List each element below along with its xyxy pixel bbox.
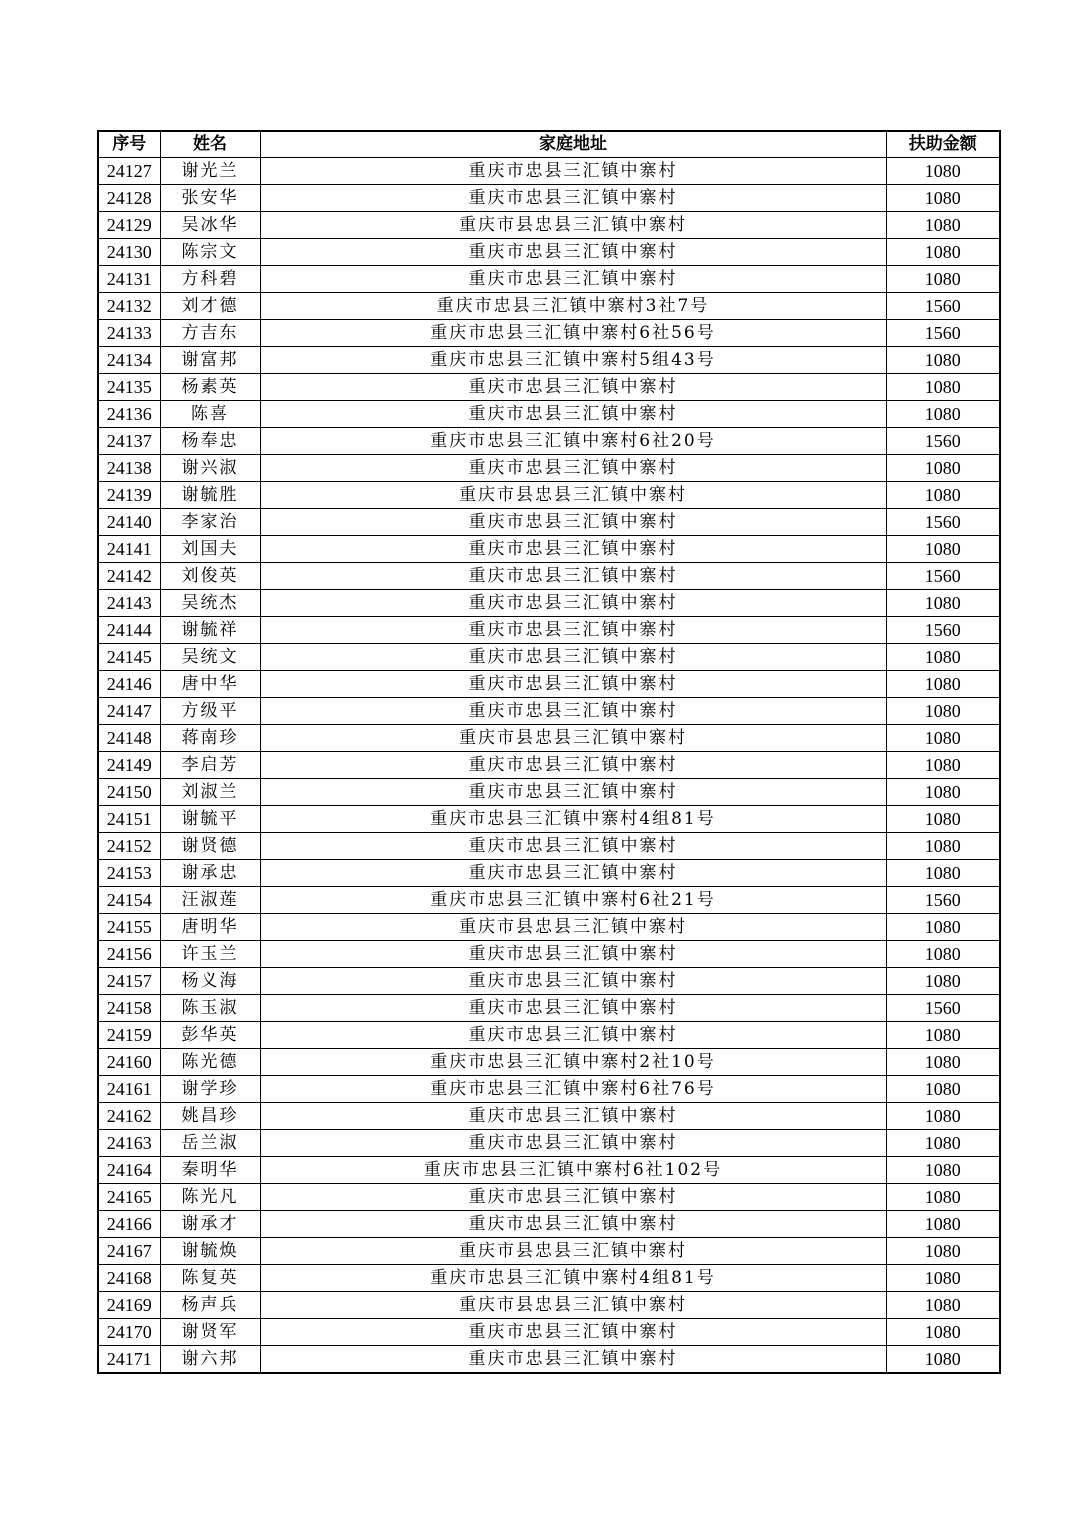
cell-seq: 24143	[98, 590, 160, 617]
assistance-table	[97, 130, 1001, 1374]
cell-amount: 1080	[886, 347, 1000, 374]
table-row	[98, 239, 1000, 266]
cell-amount: 1560	[886, 995, 1000, 1022]
cell-seq: 24137	[98, 428, 160, 455]
table-row	[98, 1211, 1000, 1238]
cell-name: 谢毓胜	[160, 482, 260, 509]
cell-address: 重庆市忠县三汇镇中寨村	[260, 860, 886, 887]
table-row	[98, 590, 1000, 617]
cell-seq: 24152	[98, 833, 160, 860]
cell-amount: 1080	[886, 752, 1000, 779]
cell-name: 谢光兰	[160, 158, 260, 185]
table-row	[98, 293, 1000, 320]
cell-seq: 24151	[98, 806, 160, 833]
cell-amount: 1080	[886, 1022, 1000, 1049]
table-row	[98, 212, 1000, 239]
table-row	[98, 1238, 1000, 1265]
cell-amount: 1080	[886, 158, 1000, 185]
table-row	[98, 806, 1000, 833]
cell-address: 重庆市忠县三汇镇中寨村	[260, 671, 886, 698]
cell-amount: 1080	[886, 590, 1000, 617]
table-row	[98, 1103, 1000, 1130]
cell-seq: 24140	[98, 509, 160, 536]
cell-address: 重庆市忠县三汇镇中寨村	[260, 941, 886, 968]
table-row	[98, 1292, 1000, 1319]
cell-amount: 1080	[886, 212, 1000, 239]
cell-seq: 24138	[98, 455, 160, 482]
cell-amount: 1080	[886, 1238, 1000, 1265]
cell-seq: 24161	[98, 1076, 160, 1103]
cell-seq: 24144	[98, 617, 160, 644]
cell-name: 彭华英	[160, 1022, 260, 1049]
cell-address: 重庆市忠县三汇镇中寨村	[260, 644, 886, 671]
cell-amount: 1080	[886, 1292, 1000, 1319]
cell-seq: 24164	[98, 1157, 160, 1184]
cell-name: 方科碧	[160, 266, 260, 293]
cell-seq: 24132	[98, 293, 160, 320]
cell-amount: 1080	[886, 644, 1000, 671]
cell-seq: 24148	[98, 725, 160, 752]
cell-name: 刘国夫	[160, 536, 260, 563]
cell-amount: 1080	[886, 1049, 1000, 1076]
cell-seq: 24153	[98, 860, 160, 887]
cell-seq: 24133	[98, 320, 160, 347]
header-amount: 扶助金额	[886, 131, 1000, 158]
table-row	[98, 1049, 1000, 1076]
cell-address: 重庆市忠县三汇镇中寨村4组81号	[260, 806, 886, 833]
table-row	[98, 320, 1000, 347]
table-row	[98, 347, 1000, 374]
table-row	[98, 617, 1000, 644]
cell-amount: 1080	[886, 401, 1000, 428]
cell-seq: 24156	[98, 941, 160, 968]
table-row	[98, 779, 1000, 806]
cell-amount: 1560	[886, 293, 1000, 320]
cell-amount: 1080	[886, 1184, 1000, 1211]
cell-address: 重庆市忠县三汇镇中寨村4组81号	[260, 1265, 886, 1292]
cell-name: 谢兴淑	[160, 455, 260, 482]
cell-address: 重庆市忠县三汇镇中寨村	[260, 509, 886, 536]
cell-address: 重庆市忠县三汇镇中寨村	[260, 833, 886, 860]
cell-seq: 24169	[98, 1292, 160, 1319]
cell-seq: 24157	[98, 968, 160, 995]
cell-address: 重庆市忠县三汇镇中寨村	[260, 1022, 886, 1049]
cell-amount: 1080	[886, 698, 1000, 725]
table-row	[98, 968, 1000, 995]
cell-address: 重庆市忠县三汇镇中寨村	[260, 590, 886, 617]
cell-name: 岳兰淑	[160, 1130, 260, 1157]
cell-seq: 24147	[98, 698, 160, 725]
cell-address: 重庆市忠县三汇镇中寨村6社76号	[260, 1076, 886, 1103]
cell-seq: 24155	[98, 914, 160, 941]
cell-amount: 1080	[886, 266, 1000, 293]
cell-address: 重庆市忠县三汇镇中寨村	[260, 266, 886, 293]
cell-name: 吴统文	[160, 644, 260, 671]
cell-address: 重庆市忠县三汇镇中寨村5组43号	[260, 347, 886, 374]
table-row	[98, 1265, 1000, 1292]
cell-name: 李家治	[160, 509, 260, 536]
cell-address: 重庆市忠县三汇镇中寨村	[260, 752, 886, 779]
table-row	[98, 455, 1000, 482]
cell-seq: 24128	[98, 185, 160, 212]
table-row	[98, 1076, 1000, 1103]
cell-amount: 1080	[886, 185, 1000, 212]
cell-seq: 24170	[98, 1319, 160, 1346]
table-row	[98, 1130, 1000, 1157]
cell-amount: 1080	[886, 1265, 1000, 1292]
table-row	[98, 158, 1000, 185]
cell-address: 重庆市忠县三汇镇中寨村	[260, 374, 886, 401]
cell-seq: 24163	[98, 1130, 160, 1157]
cell-address: 重庆市忠县三汇镇中寨村6社20号	[260, 428, 886, 455]
cell-seq: 24149	[98, 752, 160, 779]
cell-address: 重庆市忠县三汇镇中寨村	[260, 401, 886, 428]
cell-amount: 1080	[886, 1211, 1000, 1238]
cell-amount: 1080	[886, 1346, 1000, 1374]
cell-seq: 24146	[98, 671, 160, 698]
cell-seq: 24141	[98, 536, 160, 563]
cell-name: 唐中华	[160, 671, 260, 698]
cell-name: 杨素英	[160, 374, 260, 401]
cell-amount: 1560	[886, 617, 1000, 644]
cell-amount: 1080	[886, 968, 1000, 995]
cell-amount: 1080	[886, 1319, 1000, 1346]
cell-name: 李启芳	[160, 752, 260, 779]
table-header	[98, 131, 1000, 158]
cell-name: 唐明华	[160, 914, 260, 941]
table-row	[98, 1157, 1000, 1184]
cell-address: 重庆市忠县三汇镇中寨村	[260, 563, 886, 590]
cell-address: 重庆市忠县三汇镇中寨村	[260, 1184, 886, 1211]
cell-amount: 1080	[886, 482, 1000, 509]
cell-seq: 24160	[98, 1049, 160, 1076]
table-row	[98, 266, 1000, 293]
cell-amount: 1080	[886, 374, 1000, 401]
cell-address: 重庆市县忠县三汇镇中寨村	[260, 725, 886, 752]
cell-address: 重庆市忠县三汇镇中寨村	[260, 698, 886, 725]
cell-name: 刘才德	[160, 293, 260, 320]
table-row	[98, 509, 1000, 536]
cell-address: 重庆市县忠县三汇镇中寨村	[260, 914, 886, 941]
cell-seq: 24150	[98, 779, 160, 806]
cell-amount: 1080	[886, 239, 1000, 266]
cell-seq: 24154	[98, 887, 160, 914]
cell-seq: 24127	[98, 158, 160, 185]
table-body	[98, 158, 1000, 1374]
table-row	[98, 1022, 1000, 1049]
cell-address: 重庆市忠县三汇镇中寨村3社7号	[260, 293, 886, 320]
table-row	[98, 671, 1000, 698]
cell-address: 重庆市忠县三汇镇中寨村	[260, 239, 886, 266]
table-row	[98, 536, 1000, 563]
cell-amount: 1560	[886, 563, 1000, 590]
cell-amount: 1560	[886, 509, 1000, 536]
cell-amount: 1080	[886, 833, 1000, 860]
cell-address: 重庆市忠县三汇镇中寨村	[260, 779, 886, 806]
cell-seq: 24167	[98, 1238, 160, 1265]
cell-seq: 24171	[98, 1346, 160, 1374]
cell-name: 杨声兵	[160, 1292, 260, 1319]
cell-name: 刘俊英	[160, 563, 260, 590]
cell-name: 许玉兰	[160, 941, 260, 968]
table-row	[98, 482, 1000, 509]
cell-name: 陈复英	[160, 1265, 260, 1292]
cell-amount: 1080	[886, 914, 1000, 941]
table-row	[98, 1184, 1000, 1211]
cell-seq: 24166	[98, 1211, 160, 1238]
table-row	[98, 725, 1000, 752]
cell-seq: 24135	[98, 374, 160, 401]
cell-name: 吴冰华	[160, 212, 260, 239]
cell-seq: 24131	[98, 266, 160, 293]
cell-name: 谢承才	[160, 1211, 260, 1238]
cell-seq: 24139	[98, 482, 160, 509]
table-row	[98, 1319, 1000, 1346]
cell-address: 重庆市忠县三汇镇中寨村	[260, 1346, 886, 1374]
cell-name: 陈光德	[160, 1049, 260, 1076]
cell-name: 谢贤军	[160, 1319, 260, 1346]
cell-address: 重庆市忠县三汇镇中寨村2社10号	[260, 1049, 886, 1076]
cell-seq: 24162	[98, 1103, 160, 1130]
header-seq: 序号	[98, 131, 160, 158]
cell-address: 重庆市忠县三汇镇中寨村	[260, 158, 886, 185]
cell-address: 重庆市忠县三汇镇中寨村	[260, 617, 886, 644]
cell-amount: 1080	[886, 455, 1000, 482]
cell-name: 谢承忠	[160, 860, 260, 887]
cell-address: 重庆市忠县三汇镇中寨村	[260, 185, 886, 212]
cell-amount: 1080	[886, 779, 1000, 806]
cell-amount: 1080	[886, 1130, 1000, 1157]
table-row	[98, 428, 1000, 455]
cell-seq: 24130	[98, 239, 160, 266]
cell-name: 谢富邦	[160, 347, 260, 374]
table-row	[98, 563, 1000, 590]
cell-amount: 1080	[886, 725, 1000, 752]
cell-amount: 1080	[886, 671, 1000, 698]
cell-amount: 1560	[886, 320, 1000, 347]
cell-name: 陈喜	[160, 401, 260, 428]
cell-amount: 1080	[886, 941, 1000, 968]
cell-name: 杨义海	[160, 968, 260, 995]
cell-name: 谢六邦	[160, 1346, 260, 1374]
cell-name: 杨奉忠	[160, 428, 260, 455]
cell-amount: 1080	[886, 860, 1000, 887]
cell-name: 张安华	[160, 185, 260, 212]
header-address: 家庭地址	[260, 131, 886, 158]
cell-address: 重庆市忠县三汇镇中寨村	[260, 1211, 886, 1238]
cell-address: 重庆市忠县三汇镇中寨村	[260, 455, 886, 482]
cell-seq: 24168	[98, 1265, 160, 1292]
cell-name: 蒋南珍	[160, 725, 260, 752]
table-row	[98, 698, 1000, 725]
cell-name: 姚昌珍	[160, 1103, 260, 1130]
cell-name: 谢毓祥	[160, 617, 260, 644]
cell-address: 重庆市忠县三汇镇中寨村	[260, 968, 886, 995]
cell-amount: 1080	[886, 536, 1000, 563]
table-row	[98, 887, 1000, 914]
cell-name: 陈玉淑	[160, 995, 260, 1022]
cell-amount: 1080	[886, 1076, 1000, 1103]
cell-name: 方级平	[160, 698, 260, 725]
cell-seq: 24134	[98, 347, 160, 374]
cell-amount: 1560	[886, 887, 1000, 914]
cell-address: 重庆市忠县三汇镇中寨村6社56号	[260, 320, 886, 347]
cell-address: 重庆市忠县三汇镇中寨村	[260, 995, 886, 1022]
cell-address: 重庆市忠县三汇镇中寨村	[260, 1103, 886, 1130]
cell-address: 重庆市县忠县三汇镇中寨村	[260, 212, 886, 239]
cell-address: 重庆市县忠县三汇镇中寨村	[260, 482, 886, 509]
cell-seq: 24165	[98, 1184, 160, 1211]
cell-name: 陈宗文	[160, 239, 260, 266]
cell-name: 谢毓平	[160, 806, 260, 833]
table-row	[98, 374, 1000, 401]
table-row	[98, 833, 1000, 860]
table-row	[98, 185, 1000, 212]
cell-amount: 1080	[886, 806, 1000, 833]
cell-name: 陈光凡	[160, 1184, 260, 1211]
table-row	[98, 752, 1000, 779]
cell-seq: 24159	[98, 1022, 160, 1049]
cell-amount: 1080	[886, 1157, 1000, 1184]
cell-name: 吴统杰	[160, 590, 260, 617]
cell-address: 重庆市忠县三汇镇中寨村6社21号	[260, 887, 886, 914]
cell-address: 重庆市县忠县三汇镇中寨村	[260, 1292, 886, 1319]
cell-name: 谢贤德	[160, 833, 260, 860]
cell-seq: 24142	[98, 563, 160, 590]
cell-name: 方吉东	[160, 320, 260, 347]
table-row	[98, 401, 1000, 428]
cell-seq: 24129	[98, 212, 160, 239]
cell-address: 重庆市忠县三汇镇中寨村	[260, 1319, 886, 1346]
table-row	[98, 941, 1000, 968]
cell-amount: 1080	[886, 1103, 1000, 1130]
cell-amount: 1560	[886, 428, 1000, 455]
cell-name: 刘淑兰	[160, 779, 260, 806]
header-name: 姓名	[160, 131, 260, 158]
header-row	[98, 131, 1000, 158]
table-row	[98, 995, 1000, 1022]
table-row	[98, 860, 1000, 887]
cell-name: 谢学珍	[160, 1076, 260, 1103]
cell-address: 重庆市忠县三汇镇中寨村	[260, 536, 886, 563]
cell-seq: 24136	[98, 401, 160, 428]
cell-name: 汪淑莲	[160, 887, 260, 914]
cell-seq: 24145	[98, 644, 160, 671]
table-row	[98, 1346, 1000, 1374]
cell-address: 重庆市忠县三汇镇中寨村6社102号	[260, 1157, 886, 1184]
table-row	[98, 914, 1000, 941]
cell-seq: 24158	[98, 995, 160, 1022]
cell-name: 谢毓焕	[160, 1238, 260, 1265]
cell-name: 秦明华	[160, 1157, 260, 1184]
table-row	[98, 644, 1000, 671]
cell-address: 重庆市县忠县三汇镇中寨村	[260, 1238, 886, 1265]
cell-address: 重庆市忠县三汇镇中寨村	[260, 1130, 886, 1157]
